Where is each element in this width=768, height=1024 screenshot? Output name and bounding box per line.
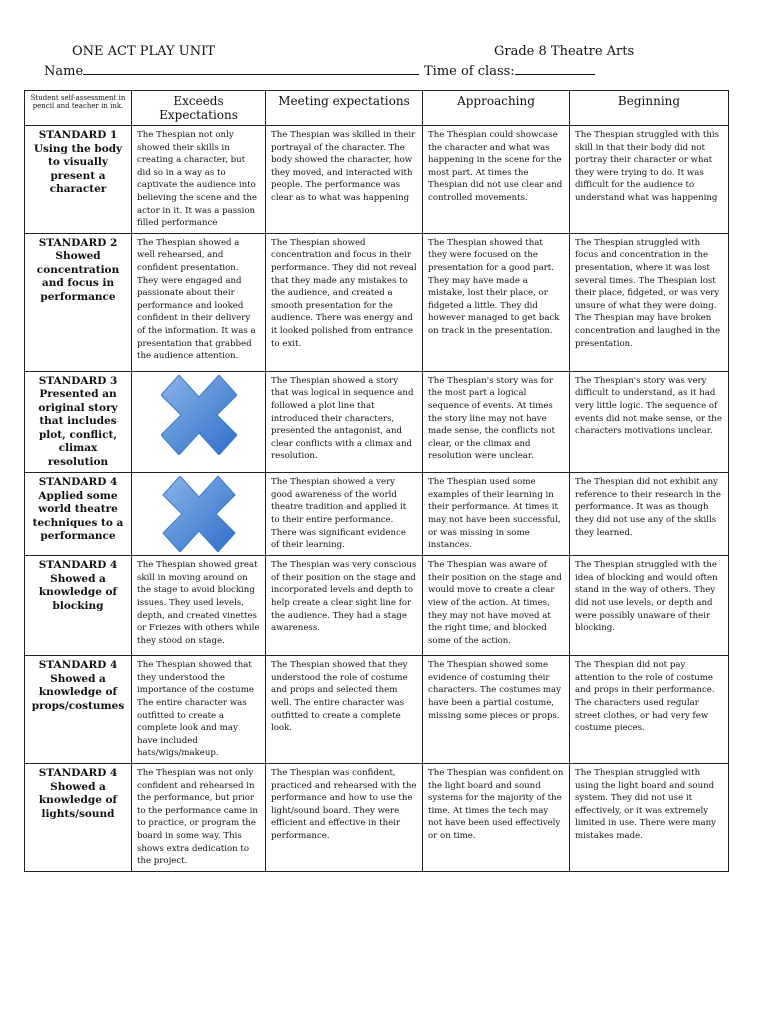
approaching-cell: The Thespian was aware of their position on the stage and would move to create a clear view of the action. At times, they may not have moved at the right time, and blocked some of the action. bbox=[423, 556, 570, 656]
table-row bbox=[25, 473, 729, 556]
unit-title: ONE ACT PLAY UNIT bbox=[72, 44, 215, 59]
approaching-cell: The Thespian's story was for the most part a logical sequence of events. At times the story line may not have made sense, the conflicts not clear, or the climax and resolution were unclear. bbox=[423, 371, 570, 473]
x-cross-icon bbox=[161, 476, 237, 552]
approaching-cell: The Thespian used some examples of their learning in their performance. At times it may not have been successful, or was missing in some instances. bbox=[423, 473, 570, 556]
standard-label: STANDARD 1 Using the body to visually present a character bbox=[25, 126, 132, 234]
approaching-cell: The Thespian could showcase the character and what was happening in the scene for the most part. At times the Thespian did not use clear and controlled movements. bbox=[423, 126, 570, 234]
meeting-cell: The Thespian was confident, practiced and rehearsed with the performance and how to use the light/sound board. They were efficient and effective in their performance. bbox=[266, 764, 423, 872]
standard-label: STANDARD 4 Applied some world theatre techniques to a performance bbox=[25, 473, 132, 556]
exceeds-cell: The Thespian showed that they understood the importance of the costume The entire character was outfitted to create a complete look and may have included hats/wigs/makeup. bbox=[132, 656, 266, 764]
beginning-cell: The Thespian's story was very difficult to understand, as it had very little logic. The sequence of events did not make sense, or the characters motivations unclear. bbox=[570, 371, 729, 473]
standard-label: STANDARD 4 Showed a knowledge of props/costumes bbox=[25, 656, 132, 764]
standard-label: STANDARD 2 Showed concentration and focus in performance bbox=[25, 233, 132, 371]
time-field[interactable] bbox=[424, 62, 595, 79]
table-row bbox=[25, 656, 729, 764]
meeting-cell: The Thespian showed that they understood the role of costume and props and selected them well. The entire character was outfitted to create a complete look. bbox=[266, 656, 423, 764]
beginning-cell: The Thespian struggled with this skill in that their body did not portray their character or what they were trying to do. It was difficult for the audience to understand what was happening bbox=[570, 126, 729, 234]
column-header-meeting: Meeting expectations bbox=[266, 91, 423, 126]
beginning-cell: The Thespian struggled with the idea of blocking and would often stand in the way of others. They did not use levels, or depth and were possibly unaware of their blocking. bbox=[570, 556, 729, 656]
name-field[interactable] bbox=[44, 62, 419, 79]
beginning-cell: The Thespian struggled with using the light board and sound system. They did not use it effectively, or it was extremely limited in use. There were many mistakes made. bbox=[570, 764, 729, 872]
beginning-cell: The Thespian did not pay attention to the role of costume and props in their performance. The characters used regular street clothes, or had very few costume pieces. bbox=[570, 656, 729, 764]
exceeds-cell: The Thespian was not only confident and rehearsed in the performance, but prior to the performance came in to practice, or program the board in some way. This shows extra dedication to the project. bbox=[132, 764, 266, 872]
time-label: Time of class: bbox=[424, 64, 515, 79]
approaching-cell: The Thespian was confident on the light board and sound systems for the majority of the time. At times the tech may not have been used effectively or on time. bbox=[423, 764, 570, 872]
meeting-cell: The Thespian showed concentration and focus in their performance. They did not reveal that they made any mistakes to the audience, and created a smooth presentation for the audience. There was energy and it looked polished from entrance to exit. bbox=[266, 233, 423, 371]
approaching-cell: The Thespian showed some evidence of costuming their characters. The costumes may have been a partial costume, missing some pieces or props. bbox=[423, 656, 570, 764]
name-label: Name bbox=[44, 64, 84, 79]
column-header-beginning: Beginning bbox=[570, 91, 729, 126]
exceeds-cell: The Thespian not only showed their skills in creating a character, but did so in a way as to captivate the audience into believing the scene and the actor in it. It was a passion filled performance bbox=[132, 126, 266, 234]
table-row bbox=[25, 233, 729, 371]
beginning-cell: The Thespian struggled with focus and concentration in the presentation, where it was lost several times. The Thespian lost their place, fidgeted, or was very unsure of what they were doing. The Thespian may have broken concentration and laughed in the presentation. bbox=[570, 233, 729, 371]
self-assessment-header: Student self-assessment in pencil and teacher in ink. bbox=[25, 91, 132, 126]
grade-title: Grade 8 Theatre Arts bbox=[494, 44, 635, 59]
column-header-approaching: Approaching bbox=[423, 91, 570, 126]
exceeds-cell-crossed bbox=[132, 371, 266, 473]
table-row bbox=[25, 371, 729, 473]
meeting-cell: The Thespian showed a story that was logical in sequence and followed a plot line that introduced their characters, presented the antagonist, and clear conflicts with a climax and resolution. bbox=[266, 371, 423, 473]
meeting-cell: The Thespian was very conscious of their position on the stage and incorporated levels and depth to help create a clear sight line for the audience. They had a stage awareness. bbox=[266, 556, 423, 656]
column-header-exceeds: Exceeds Expectations bbox=[132, 91, 266, 126]
name-line[interactable] bbox=[83, 62, 419, 75]
time-line[interactable] bbox=[515, 62, 595, 75]
beginning-cell: The Thespian did not exhibit any reference to their research in the performance. It was as though they did not use any of the skills they learned. bbox=[570, 473, 729, 556]
exceeds-cell-crossed bbox=[132, 473, 266, 556]
meeting-cell: The Thespian showed a very good awareness of the world theatre tradition and applied it to their entire performance. There was significant evidence of their learning. bbox=[266, 473, 423, 556]
meeting-cell: The Thespian was skilled in their portrayal of the character. The body showed the character, how they moved, and interacted with people. The performance was clear as to what was happening bbox=[266, 126, 423, 234]
standard-label: STANDARD 4 Showed a knowledge of blocking bbox=[25, 556, 132, 656]
table-row bbox=[25, 126, 729, 234]
standard-label: STANDARD 4 Showed a knowledge of lights/sound bbox=[25, 764, 132, 872]
exceeds-cell: The Thespian showed great skill in moving around on the stage to avoid blocking issues. They used levels, depth, and created vinettes or Friezes with others while they stood on stage. bbox=[132, 556, 266, 656]
standard-label: STANDARD 3 Presented an original story that includes plot, conflict, climax resolution bbox=[25, 371, 132, 473]
x-cross-icon bbox=[161, 375, 237, 455]
table-row bbox=[25, 556, 729, 656]
approaching-cell: The Thespian showed that they were focused on the presentation for a good part. They may have made a mistake, lost their place, or fidgeted a little. They did however managed to get back on track in the presentation. bbox=[423, 233, 570, 371]
exceeds-cell: The Thespian showed a well rehearsed, and confident presentation. They were engaged and passionate about their performance and looked confident in their delivery of the information. It was a presentation that grabbed the audience attention. bbox=[132, 233, 266, 371]
rubric-table bbox=[24, 90, 729, 872]
header-row bbox=[25, 91, 729, 126]
table-row bbox=[25, 764, 729, 872]
